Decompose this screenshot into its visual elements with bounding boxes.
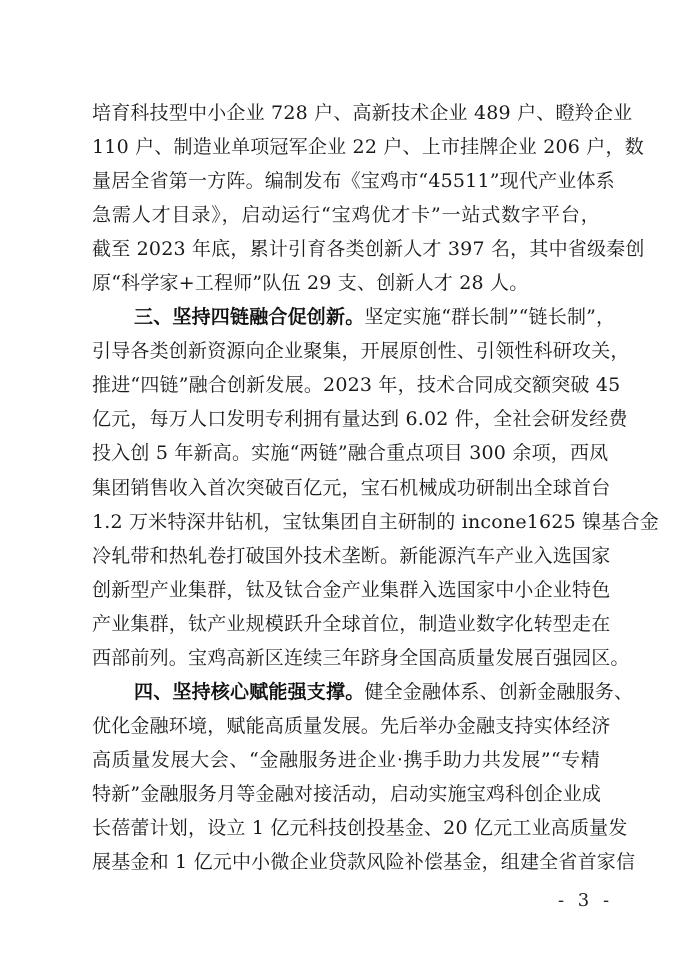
body-text: [92, 96, 659, 879]
text-line: 集团销售收入首次突破百亿元，宝石机械成功研制出全球首台: [92, 476, 611, 499]
paragraph-talent: [92, 96, 645, 300]
text-line: 培育科技型中小企业 728 户、高新技术企业 489 户、瞪羚企业: [92, 102, 633, 124]
text-line: 长蓓蕾计划，设立 1 亿元科技创投基金、20 亿元工业高质量发: [92, 816, 628, 839]
section-heading-three: 三、坚持四链融合促创新。: [134, 306, 365, 329]
text-line: 引导各类创新资源向企业聚集，开展原创性、引领性科研攻关，: [92, 340, 630, 363]
paragraph-first-line: [92, 300, 616, 334]
text-line: 110 户、制造业单项冠军企业 22 户、上市挂牌企业 206 户，数: [92, 136, 644, 159]
text-fragment: 坚定实施“群长制”“链长制”，: [364, 306, 616, 329]
text-line: 产业集群，钛产业规模跃升全球首位，制造业数字化转型走在: [92, 612, 611, 635]
paragraph-core-empowerment: [92, 675, 636, 879]
text-line: 截至 2023 年底，累计引育各类创新人才 397 名，其中省级秦创: [92, 238, 645, 261]
text-line: 优化金融环境，赋能高质量发展。先后举办金融支持实体经济: [92, 714, 611, 737]
text-line: 量居全省第一方阵。编制发布《宝鸡市“45511”现代产业体系: [92, 170, 615, 193]
text-line: 原“科学家+工程师”队伍 29 支、创新人才 28 人。: [92, 272, 529, 295]
text-line: 冷轧带和热轧卷打破国外技术垄断。新能源汽车产业入选国家: [92, 544, 611, 567]
page-number: - 3 -: [558, 890, 614, 911]
section-heading-four: 四、坚持核心赋能强支撑。: [134, 680, 365, 703]
text-line: 创新型产业集群，钛及钛合金产业集群入选国家中小企业特色: [92, 578, 611, 601]
text-line: 推进“四链”融合创新发展。2023 年，技术合同成交额突破 45: [92, 374, 621, 397]
text-line: 急需人才目录》，启动运行“宝鸡优才卡”一站式数字平台，: [92, 204, 600, 227]
paragraph-first-line: [92, 675, 634, 709]
text-fragment: 健全金融体系、创新金融服务、: [364, 680, 634, 703]
text-line: 投入创 5 年新高。实施“两链”融合重点项目 300 余项，西凤: [92, 442, 609, 465]
text-line: 亿元，每万人口发明专利拥有量达到 6.02 件，全社会研发经费: [92, 408, 628, 431]
text-line: 展基金和 1 亿元中小微企业贷款风险补偿基金，组建全省首家信: [92, 851, 636, 874]
text-line: 西部前列。宝鸡高新区连续三年跻身全国高质量发展百强园区。: [92, 646, 630, 669]
text-line: 高质量发展大会、“金融服务进企业·携手助力共发展”“专精: [92, 748, 600, 771]
text-line: 1.2 万米特深井钻机，宝钛集团自主研制的 incone1625 镍基合金: [92, 510, 659, 533]
paragraph-four-chains: [92, 300, 659, 675]
text-line: 特新”金融服务月等金融对接活动，启动实施宝鸡科创企业成: [92, 782, 602, 805]
